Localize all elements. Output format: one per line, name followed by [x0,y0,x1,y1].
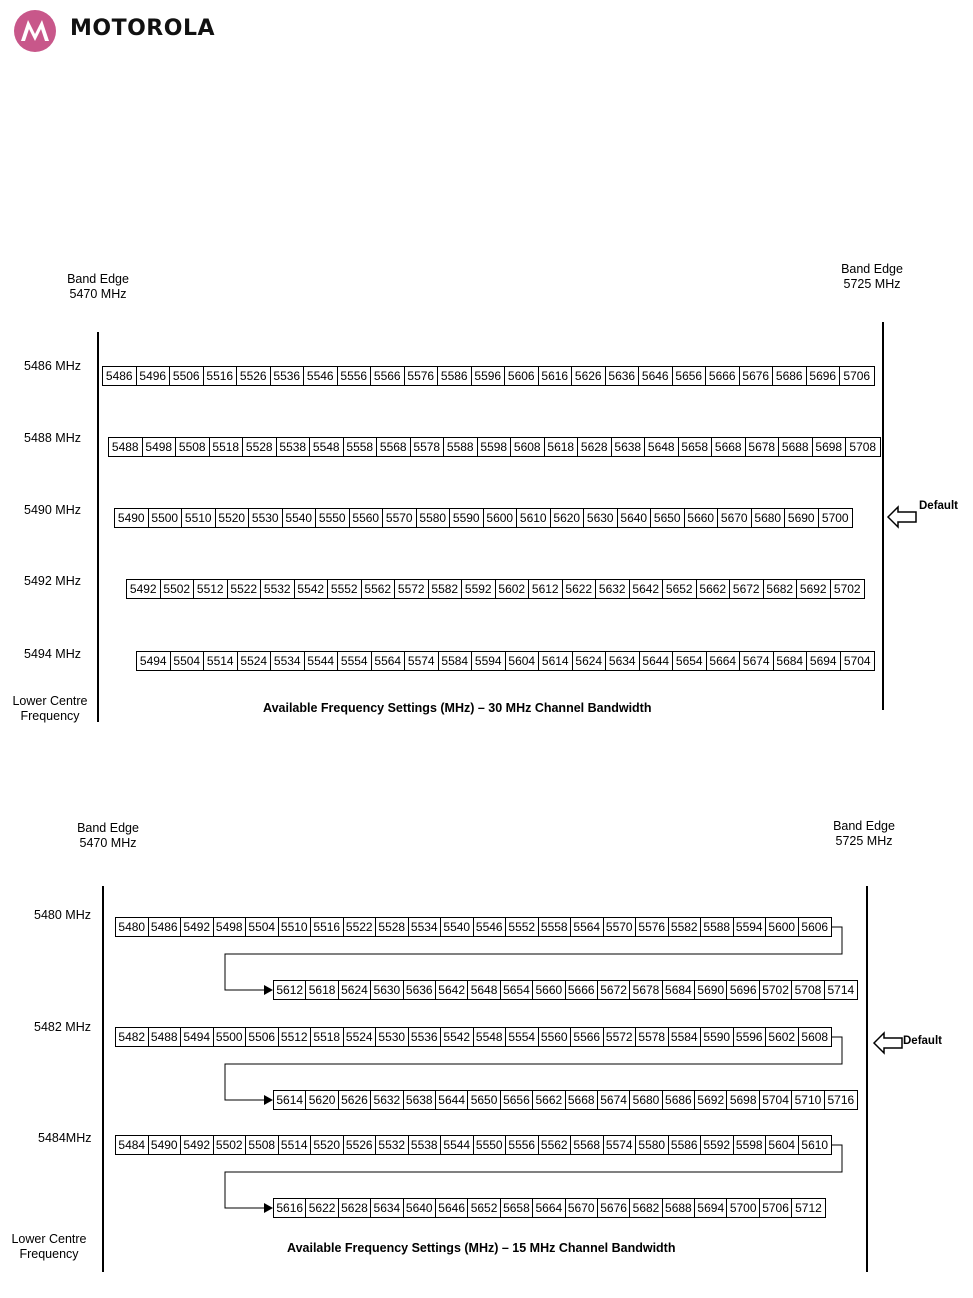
frequency-cell: 5542 [295,580,329,598]
frequency-cell: 5632 [371,1091,403,1109]
frequency-cell: 5594 [472,652,506,670]
frequency-cell: 5596 [734,1028,767,1046]
lower-centre-sub: Frequency [19,1247,79,1261]
frequency-cell: 5480 [116,918,149,936]
frequency-cell: 5586 [669,1136,702,1154]
frequency-cell: 5528 [243,438,277,456]
frequency-cell: 5680 [752,509,786,527]
frequency-cell: 5626 [339,1091,371,1109]
frequency-cell: 5572 [395,580,429,598]
frequency-cell: 5582 [669,918,702,936]
frequency-cell: 5502 [161,580,195,598]
frequency-cell: 5570 [383,509,417,527]
frequency-cell: 5554 [506,1028,539,1046]
frequency-cell: 5682 [764,580,798,598]
frequency-cell: 5612 [529,580,563,598]
frequency-cell: 5576 [405,367,439,385]
frequency-cell: 5632 [596,580,630,598]
frequency-cell: 5518 [311,1028,344,1046]
frequency-cell: 5656 [673,367,707,385]
frequency-cell: 5486 [103,367,137,385]
frequency-row [115,1027,832,1047]
frequency-cell: 5712 [795,1201,822,1215]
frequency-cell: 5574 [405,652,439,670]
frequency-cell: 5606 [505,367,539,385]
frequency-row [273,1090,858,1110]
caption-15: Available Frequency Settings (MHz) – 15 MHz Channel Bandwidth [287,1241,676,1255]
frequency-cell: 5588 [444,438,478,456]
frequency-cell: 5508 [176,438,210,456]
lower-centre-title: Lower Centre [11,1232,87,1246]
frequency-cell: 5618 [306,981,338,999]
frequency-cell: 5572 [604,1028,637,1046]
frequency-cell: 5634 [606,652,640,670]
frequency-cell: 5614 [274,1091,306,1109]
frequency-cell: 5488 [149,1028,182,1046]
frequency-cell: 5650 [651,509,685,527]
frequency-cell: 5628 [339,1199,371,1217]
frequency-cell: 5514 [279,1136,312,1154]
frequency-cell: 5638 [612,438,646,456]
frequency-cell: 5706 [843,369,871,383]
frequency-cell: 5568 [377,438,411,456]
frequency-cell: 5588 [701,918,734,936]
frequency-cell: 5542 [441,1028,474,1046]
frequency-cell: 5606 [801,920,829,934]
frequency-cell: 5644 [640,652,674,670]
frequency-cell: 5704 [760,1091,792,1109]
frequency-cell: 5634 [371,1199,403,1217]
frequency-cell: 5616 [274,1199,306,1217]
frequency-cell: 5716 [827,1093,855,1107]
frequency-cell: 5708 [792,981,824,999]
frequency-cell: 5660 [685,509,719,527]
frequency-cell: 5516 [204,367,238,385]
frequency-row [273,1198,826,1218]
frequency-cell: 5516 [311,918,344,936]
frequency-cell: 5658 [501,1199,533,1217]
row-label: 5488 MHz [24,431,81,445]
frequency-cell: 5700 [727,1199,759,1217]
frequency-cell: 5564 [372,652,406,670]
frequency-cell: 5492 [127,580,161,598]
frequency-cell: 5658 [679,438,713,456]
frequency-cell: 5690 [785,509,819,527]
brand-name: MOTOROLA [70,16,215,41]
frequency-cell: 5544 [441,1136,474,1154]
frequency-cell: 5556 [338,367,372,385]
frequency-cell: 5670 [718,509,752,527]
frequency-cell: 5524 [344,1028,377,1046]
frequency-cell: 5584 [669,1028,702,1046]
frequency-cell: 5678 [630,981,662,999]
frequency-cell: 5650 [468,1091,500,1109]
default-arrow-icon [872,1030,904,1056]
frequency-cell: 5694 [807,652,841,670]
frequency-cell: 5492 [181,918,214,936]
frequency-cell: 5488 [109,438,143,456]
frequency-cell: 5522 [344,918,377,936]
frequency-cell: 5676 [598,1199,630,1217]
frequency-cell: 5582 [429,580,463,598]
frequency-cell: 5702 [833,582,861,596]
frequency-cell: 5522 [228,580,262,598]
caption-30: Available Frequency Settings (MHz) – 30 MHz Channel Bandwidth [263,701,652,715]
band-edge-left-freq: 5470 MHz [69,287,127,301]
frequency-cell: 5602 [496,580,530,598]
frequency-cell: 5544 [305,652,339,670]
frequency-cell: 5498 [214,918,247,936]
frequency-cell: 5532 [376,1136,409,1154]
frequency-cell: 5666 [706,367,740,385]
frequency-cell: 5656 [501,1091,533,1109]
frequency-cell: 5546 [474,918,507,936]
row-label: 5494 MHz [24,647,81,661]
frequency-cell: 5684 [774,652,808,670]
frequency-cell: 5538 [277,438,311,456]
frequency-cell: 5670 [566,1199,598,1217]
frequency-cell: 5526 [237,367,271,385]
frequency-cell: 5538 [409,1136,442,1154]
row-label: 5484MHz [38,1131,92,1145]
frequency-cell: 5614 [539,652,573,670]
frequency-cell: 5484 [116,1136,149,1154]
frequency-cell: 5548 [310,438,344,456]
frequency-cell: 5576 [636,918,669,936]
frequency-cell: 5590 [701,1028,734,1046]
frequency-cell: 5558 [344,438,378,456]
frequency-cell: 5636 [404,981,436,999]
frequency-cell: 5708 [849,440,877,454]
frequency-cell: 5654 [501,981,533,999]
lower-centre-title: Lower Centre [12,694,88,708]
frequency-cell: 5482 [116,1028,149,1046]
frequency-cell: 5636 [606,367,640,385]
frequency-cell: 5498 [143,438,177,456]
row-label: 5482 MHz [34,1020,91,1034]
frequency-cell: 5540 [283,509,317,527]
frequency-cell: 5610 [801,1138,829,1152]
frequency-cell: 5558 [539,918,572,936]
frequency-row [273,980,858,1000]
wrap-arrow-icon [264,985,273,995]
frequency-cell: 5628 [578,438,612,456]
frequency-cell: 5692 [797,580,831,598]
frequency-cell: 5520 [216,509,250,527]
frequency-cell: 5622 [563,580,597,598]
frequency-cell: 5504 [246,918,279,936]
band-edge-right-title: Band Edge [833,819,895,833]
frequency-cell: 5500 [149,509,183,527]
frequency-cell: 5510 [182,509,216,527]
frequency-cell: 5668 [712,438,746,456]
lower-centre-sub: Frequency [20,709,80,723]
frequency-cell: 5630 [584,509,618,527]
frequency-cell: 5494 [181,1028,214,1046]
frequency-cell: 5604 [506,652,540,670]
frequency-cell: 5652 [663,580,697,598]
frequency-cell: 5610 [517,509,551,527]
frequency-cell: 5638 [404,1091,436,1109]
frequency-cell: 5550 [474,1136,507,1154]
frequency-cell: 5642 [630,580,664,598]
frequency-cell: 5660 [533,981,565,999]
frequency-row [115,1135,832,1155]
frequency-cell: 5578 [411,438,445,456]
row-label: 5480 MHz [34,908,91,922]
frequency-cell: 5512 [194,580,228,598]
frequency-cell: 5654 [673,652,707,670]
frequency-row [115,917,832,937]
frequency-cell: 5490 [115,509,149,527]
frequency-cell: 5592 [701,1136,734,1154]
frequency-cell: 5490 [149,1136,182,1154]
frequency-cell: 5674 [740,652,774,670]
frequency-cell: 5608 [801,1030,829,1044]
frequency-cell: 5700 [821,511,849,525]
frequency-cell: 5696 [727,981,759,999]
frequency-cell: 5586 [438,367,472,385]
frequency-cell: 5666 [566,981,598,999]
default-label-15: Default [903,1035,942,1047]
frequency-cell: 5620 [551,509,585,527]
frequency-cell: 5690 [695,981,727,999]
frequency-cell: 5540 [441,918,474,936]
frequency-cell: 5580 [417,509,451,527]
frequency-cell: 5624 [339,981,371,999]
frequency-cell: 5668 [566,1091,598,1109]
frequency-cell: 5534 [271,652,305,670]
band-edge-left-title: Band Edge [77,821,139,835]
frequency-cell: 5550 [316,509,350,527]
frequency-cell: 5664 [707,652,741,670]
frequency-cell: 5662 [697,580,731,598]
frequency-cell: 5696 [807,367,841,385]
frequency-cell: 5564 [571,918,604,936]
frequency-cell: 5492 [181,1136,214,1154]
row-label: 5490 MHz [24,503,81,517]
frequency-cell: 5580 [636,1136,669,1154]
frequency-cell: 5626 [572,367,606,385]
frequency-cell: 5662 [533,1091,565,1109]
frequency-cell: 5704 [843,654,871,668]
frequency-cell: 5552 [506,918,539,936]
frequency-cell: 5678 [746,438,780,456]
frequency-cell: 5648 [468,981,500,999]
frequency-cell: 5618 [545,438,579,456]
frequency-cell: 5684 [663,981,695,999]
frequency-cell: 5620 [306,1091,338,1109]
frequency-cell: 5646 [639,367,673,385]
frequency-cell: 5706 [760,1199,792,1217]
frequency-cell: 5674 [598,1091,630,1109]
frequency-cell: 5604 [766,1136,799,1154]
frequency-cell: 5694 [695,1199,727,1217]
frequency-cell: 5566 [571,1028,604,1046]
frequency-cell: 5560 [539,1028,572,1046]
frequency-cell: 5702 [760,981,792,999]
frequency-cell: 5554 [338,652,372,670]
frequency-cell: 5568 [571,1136,604,1154]
frequency-cell: 5714 [827,983,855,997]
band-edge-left-title: Band Edge [67,272,129,286]
row-label: 5486 MHz [24,359,81,373]
frequency-cell: 5664 [533,1199,565,1217]
frequency-cell: 5640 [618,509,652,527]
frequency-cell: 5510 [279,918,312,936]
frequency-cell: 5560 [350,509,384,527]
frequency-cell: 5496 [137,367,171,385]
row-label: 5492 MHz [24,574,81,588]
band-edge-right-freq: 5725 MHz [835,834,893,848]
frequency-cell: 5504 [171,652,205,670]
frequency-cell: 5548 [474,1028,507,1046]
frequency-cell: 5680 [630,1091,662,1109]
frequency-cell: 5570 [604,918,637,936]
frequency-cell: 5672 [730,580,764,598]
frequency-cell: 5562 [539,1136,572,1154]
frequency-cell: 5526 [344,1136,377,1154]
frequency-cell: 5596 [472,367,506,385]
frequency-cell: 5574 [604,1136,637,1154]
frequency-cell: 5602 [766,1028,799,1046]
frequency-cell: 5622 [306,1199,338,1217]
frequency-cell: 5600 [484,509,518,527]
frequency-cell: 5642 [436,981,468,999]
lower-centre-label-15 [4,1232,94,1262]
frequency-cell: 5672 [598,981,630,999]
frequency-cell: 5524 [238,652,272,670]
frequency-cell: 5552 [328,580,362,598]
frequency-cell: 5536 [271,367,305,385]
frequency-cell: 5630 [371,981,403,999]
frequency-cell: 5608 [511,438,545,456]
frequency-cell: 5514 [204,652,238,670]
frequency-cell: 5494 [137,652,171,670]
frequency-cell: 5600 [766,918,799,936]
frequency-cell: 5512 [279,1028,312,1046]
frequency-cell: 5518 [210,438,244,456]
frequency-cell: 5520 [311,1136,344,1154]
frequency-cell: 5688 [663,1199,695,1217]
frequency-cell: 5624 [573,652,607,670]
frequency-cell: 5648 [645,438,679,456]
frequency-cell: 5698 [727,1091,759,1109]
frequency-cell: 5710 [792,1091,824,1109]
frequency-cell: 5546 [304,367,338,385]
frequency-cell: 5566 [371,367,405,385]
frequency-cell: 5686 [663,1091,695,1109]
frequency-cell: 5502 [214,1136,247,1154]
wrap-arrow-icon [264,1203,273,1213]
frequency-cell: 5508 [246,1136,279,1154]
frequency-cell: 5584 [439,652,473,670]
frequency-cell: 5688 [779,438,813,456]
frequency-cell: 5528 [376,918,409,936]
frequency-cell: 5590 [450,509,484,527]
frequency-cell: 5594 [734,918,767,936]
band-edge-right-freq: 5725 MHz [843,277,901,291]
frequency-cell: 5612 [274,981,306,999]
frequency-cell: 5506 [246,1028,279,1046]
frequency-cell: 5562 [362,580,396,598]
frequency-cell: 5692 [695,1091,727,1109]
band-edge-right-title: Band Edge [841,262,903,276]
frequency-cell: 5616 [539,367,573,385]
default-label-30: Default [919,500,958,512]
frequency-cell: 5532 [261,580,295,598]
frequency-cell: 5556 [506,1136,539,1154]
frequency-cell: 5536 [409,1028,442,1046]
frequency-cell: 5686 [773,367,807,385]
frequency-cell: 5698 [813,438,847,456]
frequency-cell: 5598 [734,1136,767,1154]
band-edge-left-freq: 5470 MHz [79,836,137,850]
frequency-cell: 5530 [249,509,283,527]
frequency-cell: 5578 [636,1028,669,1046]
frequency-cell: 5640 [404,1199,436,1217]
frequency-cell: 5530 [376,1028,409,1046]
frequency-cell: 5676 [740,367,774,385]
frequency-cell: 5534 [409,918,442,936]
wrap-arrow-icon [264,1095,273,1105]
frequency-cell: 5652 [468,1199,500,1217]
frequency-cell: 5644 [436,1091,468,1109]
frequency-cell: 5646 [436,1199,468,1217]
frequency-cell: 5500 [214,1028,247,1046]
frequency-cell: 5682 [630,1199,662,1217]
frequency-cell: 5592 [462,580,496,598]
frequency-cell: 5486 [149,918,182,936]
frequency-cell: 5598 [478,438,512,456]
frequency-cell: 5506 [170,367,204,385]
